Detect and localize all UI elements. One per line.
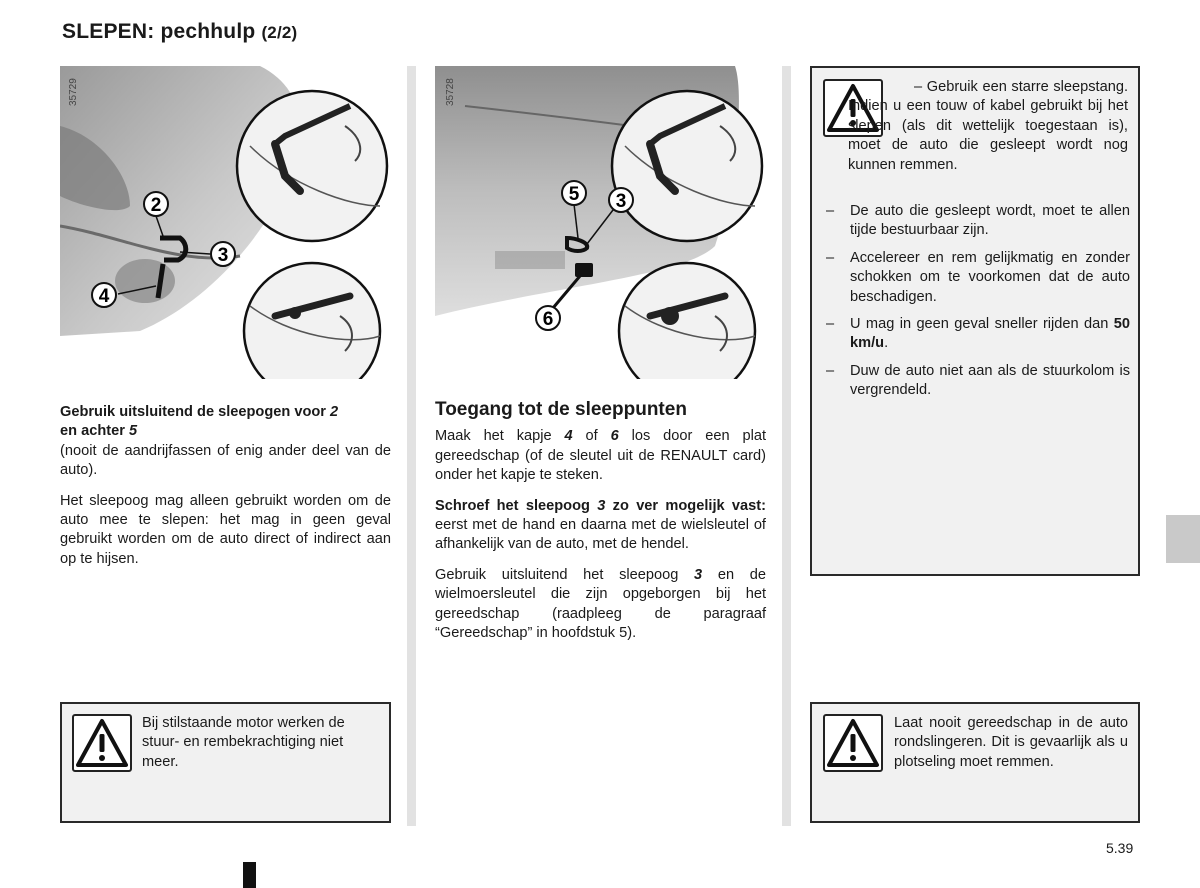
paragraph-text: Maak het kapje [435,428,565,445]
callout-label: 3 [615,191,627,212]
callout-label: 3 [217,245,229,266]
list-item: – Accelereer en rem gelijkmatig en zonder schokken om te voorkomen dat de auto beschadigen. [814,249,1130,307]
page-title [62,20,297,44]
front-car-drawing [60,66,391,379]
warning-triangle-icon [72,714,132,772]
paragraph-text: . [884,335,889,352]
warning-text: Laat nooit gereedschap in de auto rondslingeren. Dit is gevaarlijk als u plotseling moet remmen. [894,715,1128,770]
print-crop-mark [243,862,256,888]
bold-text: zo ver mogelijk vast: [605,497,766,514]
callout-label: 4 [98,286,110,307]
list-item [814,315,1130,354]
callout-label: 2 [150,195,162,216]
warning-list [814,202,1130,409]
reference-number: 5 [128,423,138,440]
illustration-front-towing-eye [60,66,391,379]
warning-triangle-icon [823,714,883,772]
bold-text: Schroef het sleepoog [435,497,598,514]
figure-reference-code: 35728 [445,78,456,106]
reference-number: 3 [597,497,606,514]
warning-intro-text [826,78,1128,175]
reference-number: 2 [330,404,339,420]
warning-box-power-assist [60,702,391,823]
page-number: 5.39 [1106,840,1134,856]
paragraph-text: – Gebruik een starre sleepstang. Indien u een touw of kabel gebruikt bij het slepen (als dit wettelijk toegestaan is), moet de auto die gesleept wordt nog kunnen remmen. [848,79,1128,173]
screw-eye-paragraph [435,497,766,555]
callout-label: 6 [542,309,554,330]
reference-number: 6 [610,428,619,445]
paragraph-text: Gebruik uitsluitend het sleepoog [435,566,695,583]
warning-box-towing-rules [810,66,1140,576]
column-middle-text [435,400,766,654]
warning-box-loose-tools [810,702,1140,823]
page-title-text: SLEPEN: pechhulp [62,20,256,43]
column-left-text [60,403,391,580]
paragraph-text: of [572,428,611,445]
reference-number: 3 [694,566,703,583]
use-only-eye-paragraph [435,566,766,644]
paragraph-text: U mag in geen geval sneller rijden dan [850,316,1114,333]
speed-limit: 50 km/u [850,316,1130,352]
paragraph-text: en de wielmoersleutel die zijn opgeborgen bij het gereedschap (raadpleeg de paragraaf “Gereedschap” in hoofdstuk 5). [435,566,766,642]
reference-number: 4 [564,428,573,445]
cover-removal-paragraph [435,427,766,485]
section-heading: Toegang tot de sleeppunten [435,399,687,420]
column-divider-left [407,66,416,826]
column-divider-right [782,66,791,826]
rear-car-drawing [435,66,766,379]
chapter-side-tab [1166,515,1200,563]
paragraph-text: (nooit de aandrijfassen of enig ander deel van de auto). [60,442,391,479]
towing-eye-usage-paragraph [60,403,391,481]
callout-label: 5 [568,184,580,205]
paragraph-text: eerst met de hand en daarna met de wielsleutel of afhankelijk van de auto, met de hendel. [435,517,766,553]
paragraph-text: los door een plat gereedschap (of de sleutel uit de RENAULT card) onder het kapje te steken. [435,428,766,484]
list-item: – De auto die gesleept wordt, moet te allen tijde bestuurbaar zijn. [814,202,1130,241]
illustration-rear-towing-eye [435,66,766,379]
lifting-warning-paragraph: Het sleepoog mag alleen gebruikt worden om de auto mee te slepen: het mag in geen geval gebruikt worden om de auto direct of indirect aan op te hijsen. [60,492,391,567]
figure-reference-code: 35729 [68,78,79,106]
bold-text: en achter [60,423,129,440]
list-item: – Duw de auto niet aan als de stuurkolom is vergrendeld. [814,362,1130,401]
page-title-part: (2/2) [261,23,298,42]
bold-text: Gebruik uitsluitend de sleepogen voor [60,404,331,420]
warning-text: Bij stilstaande motor werken de stuur- en rembekrachtiging niet meer. [142,715,345,770]
